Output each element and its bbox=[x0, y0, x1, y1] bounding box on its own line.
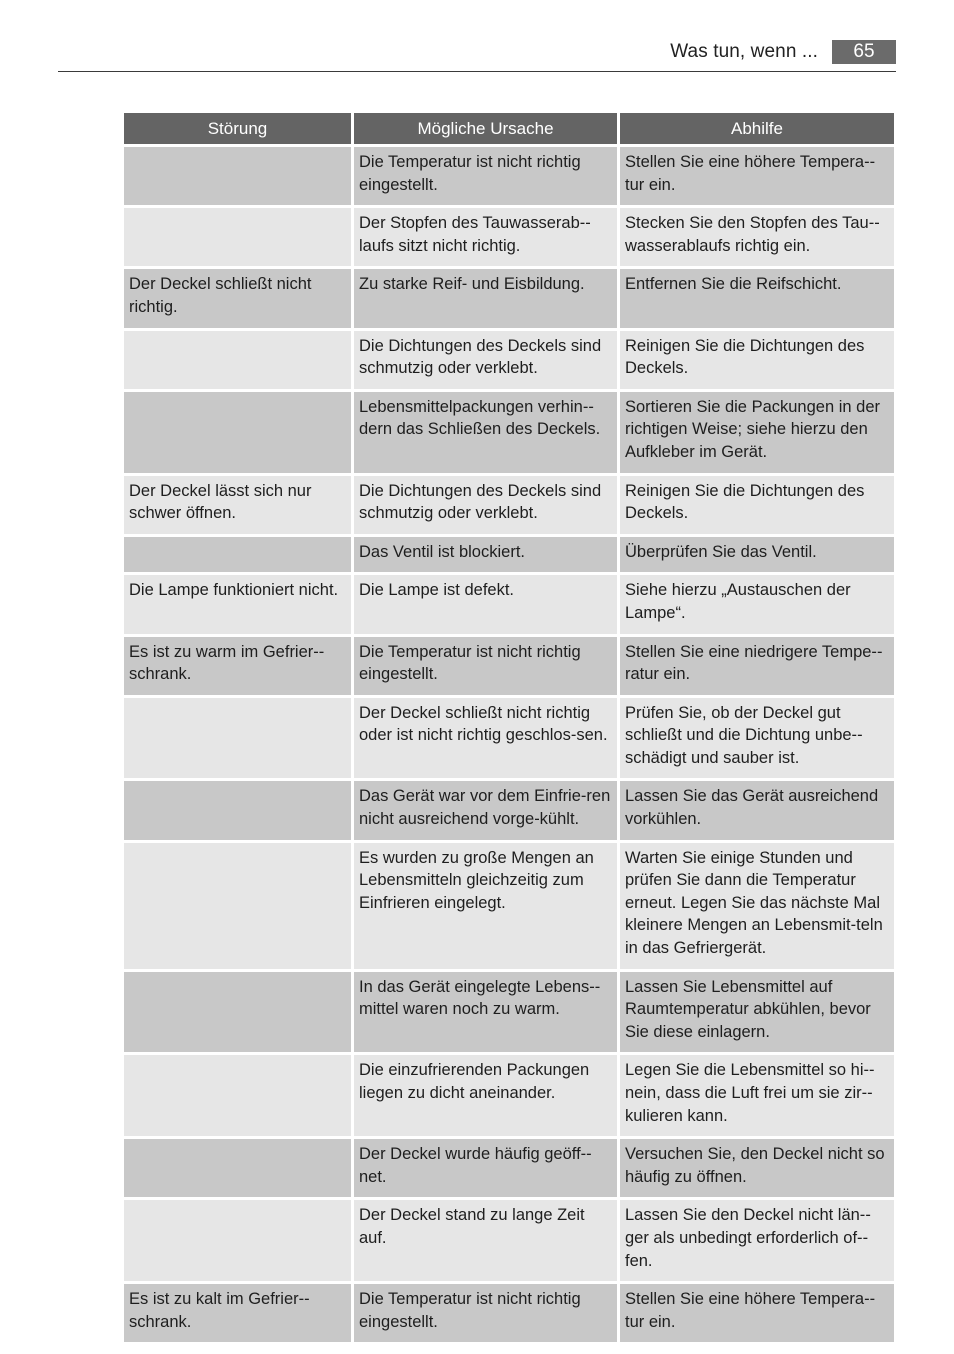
cause-cell: Der Stopfen des Tauwasserab-laufs sitzt nicht richtig. bbox=[354, 208, 617, 266]
problem-cell: Der Deckel lässt sich nur schwer öffnen. bbox=[124, 476, 351, 534]
cause-cell: Lebensmittelpackungen verhin-dern das Schließen des Deckels. bbox=[354, 392, 617, 473]
remedy-cell: Entfernen Sie die Reifschicht. bbox=[620, 269, 894, 327]
remedy-cell: Reinigen Sie die Dichtungen des Deckels. bbox=[620, 476, 894, 534]
problem-cell bbox=[124, 698, 351, 779]
remedy-cell: Versuchen Sie, den Deckel nicht so häufig zu öffnen. bbox=[620, 1139, 894, 1197]
table-row bbox=[124, 972, 894, 1053]
remedy-cell: Sortieren Sie die Packungen in der richtigen Weise; siehe hierzu den Aufkleber im Gerät. bbox=[620, 392, 894, 473]
remedy-cell: Warten Sie einige Stunden und prüfen Sie dann die Temperatur erneut. Legen Sie das nächste Mal kleinere Mengen an Lebensmit-teln in das Gefriergerät. bbox=[620, 843, 894, 969]
cause-cell: Die Lampe ist defekt. bbox=[354, 575, 617, 633]
troubleshooting-table bbox=[121, 110, 897, 1345]
cause-cell: Die Temperatur ist nicht richtig eingestellt. bbox=[354, 637, 617, 695]
cause-cell: Die Temperatur ist nicht richtig eingestellt. bbox=[354, 147, 617, 205]
problem-cell: Es ist zu warm im Gefrier-schrank. bbox=[124, 637, 351, 695]
remedy-cell: Stellen Sie eine niedrigere Tempe-ratur ein. bbox=[620, 637, 894, 695]
table-body bbox=[124, 147, 894, 1342]
cause-cell: Zu starke Reif- und Eisbildung. bbox=[354, 269, 617, 327]
problem-cell bbox=[124, 843, 351, 969]
table-row bbox=[124, 575, 894, 633]
cause-cell: Der Deckel stand zu lange Zeit auf. bbox=[354, 1200, 617, 1281]
problem-cell bbox=[124, 1200, 351, 1281]
cause-cell: Das Ventil ist blockiert. bbox=[354, 537, 617, 573]
cause-cell: Die Temperatur ist nicht richtig eingestellt. bbox=[354, 1284, 617, 1342]
table-row bbox=[124, 1139, 894, 1197]
remedy-cell: Stellen Sie eine höhere Tempera-tur ein. bbox=[620, 1284, 894, 1342]
cause-cell: Das Gerät war vor dem Einfrie-ren nicht ausreichend vorge-kühlt. bbox=[354, 781, 617, 839]
table-row bbox=[124, 392, 894, 473]
column-header-remedy: Abhilfe bbox=[620, 113, 894, 144]
problem-cell: Der Deckel schließt nicht richtig. bbox=[124, 269, 351, 327]
page-header bbox=[58, 38, 896, 72]
remedy-cell: Prüfen Sie, ob der Deckel gut schließt und die Dichtung unbe-schädigt und sauber ist. bbox=[620, 698, 894, 779]
remedy-cell: Reinigen Sie die Dichtungen des Deckels. bbox=[620, 331, 894, 389]
column-header-cause: Mögliche Ursache bbox=[354, 113, 617, 144]
table-row bbox=[124, 1284, 894, 1342]
section-title: Was tun, wenn ... bbox=[670, 41, 818, 62]
cause-cell: In das Gerät eingelegte Lebens-mittel waren noch zu warm. bbox=[354, 972, 617, 1053]
table-row bbox=[124, 147, 894, 205]
cause-cell: Der Deckel schließt nicht richtig oder ist nicht richtig geschlos-sen. bbox=[354, 698, 617, 779]
cause-cell: Es wurden zu große Mengen an Lebensmitteln gleichzeitig zum Einfrieren eingelegt. bbox=[354, 843, 617, 969]
remedy-cell: Stecken Sie den Stopfen des Tau-wasserablaufs richtig ein. bbox=[620, 208, 894, 266]
column-header-problem: Störung bbox=[124, 113, 351, 144]
remedy-cell: Überprüfen Sie das Ventil. bbox=[620, 537, 894, 573]
table-row bbox=[124, 537, 894, 573]
problem-cell bbox=[124, 1055, 351, 1136]
remedy-cell: Lassen Sie den Deckel nicht län-ger als unbedingt erforderlich of-fen. bbox=[620, 1200, 894, 1281]
problem-cell bbox=[124, 331, 351, 389]
table-row bbox=[124, 637, 894, 695]
table-row bbox=[124, 269, 894, 327]
table-row bbox=[124, 208, 894, 266]
table-row bbox=[124, 843, 894, 969]
remedy-cell: Lassen Sie das Gerät ausreichend vorkühlen. bbox=[620, 781, 894, 839]
cause-cell: Der Deckel wurde häufig geöff-net. bbox=[354, 1139, 617, 1197]
problem-cell bbox=[124, 208, 351, 266]
remedy-cell: Stellen Sie eine höhere Tempera-tur ein. bbox=[620, 147, 894, 205]
problem-cell bbox=[124, 147, 351, 205]
remedy-cell: Legen Sie die Lebensmittel so hi-nein, dass die Luft frei um sie zir-kulieren kann. bbox=[620, 1055, 894, 1136]
problem-cell bbox=[124, 972, 351, 1053]
problem-cell bbox=[124, 781, 351, 839]
cause-cell: Die einzufrierenden Packungen liegen zu dicht aneinander. bbox=[354, 1055, 617, 1136]
table-row bbox=[124, 1055, 894, 1136]
cause-cell: Die Dichtungen des Deckels sind schmutzig oder verklebt. bbox=[354, 331, 617, 389]
table-header-row bbox=[124, 113, 894, 144]
table-row bbox=[124, 476, 894, 534]
problem-cell bbox=[124, 537, 351, 573]
problem-cell bbox=[124, 1139, 351, 1197]
page-number: 65 bbox=[832, 40, 896, 64]
problem-cell: Die Lampe funktioniert nicht. bbox=[124, 575, 351, 633]
remedy-cell: Lassen Sie Lebensmittel auf Raumtemperatur abkühlen, bevor Sie diese einlagern. bbox=[620, 972, 894, 1053]
problem-cell bbox=[124, 392, 351, 473]
problem-cell: Es ist zu kalt im Gefrier-schrank. bbox=[124, 1284, 351, 1342]
table-row bbox=[124, 781, 894, 839]
remedy-cell: Siehe hierzu „Austauschen der Lampe“. bbox=[620, 575, 894, 633]
table-row bbox=[124, 698, 894, 779]
cause-cell: Die Dichtungen des Deckels sind schmutzig oder verklebt. bbox=[354, 476, 617, 534]
table-row bbox=[124, 1200, 894, 1281]
table-row bbox=[124, 331, 894, 389]
